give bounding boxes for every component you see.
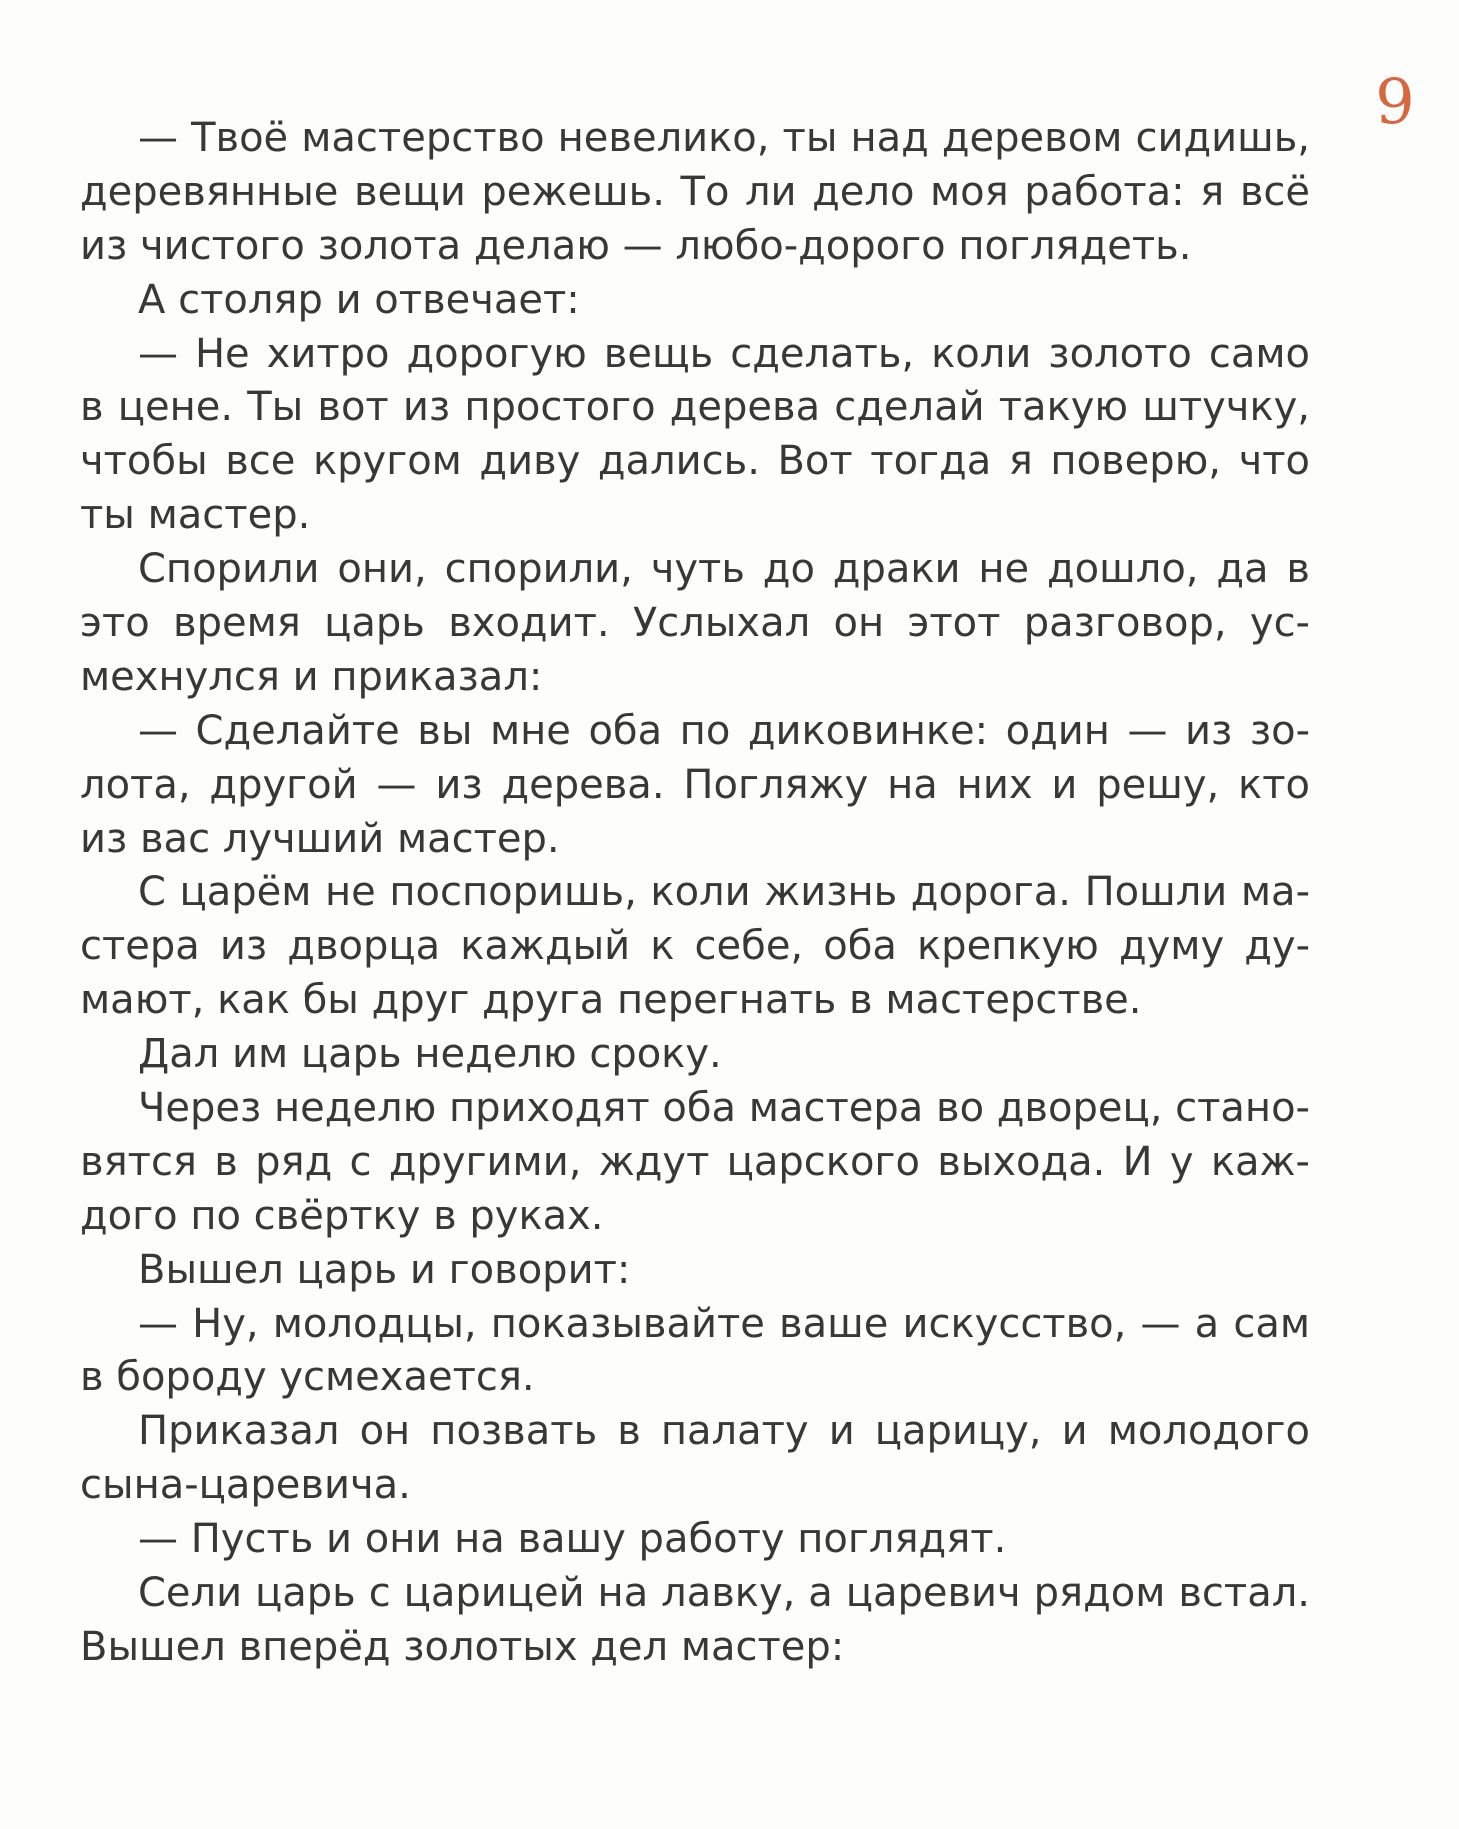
text-line: — Твоё мастерство невелико, ты над деревом сидишь, [138,115,1310,161]
text-line: в цене. Ты вот из простого дерева сделай такую штучку, [80,384,1310,431]
text-line: ты мастер. [80,492,311,539]
text-line: стера из дворца каждый к себе, оба крепкую думу ду- [80,923,1310,970]
text-line: мают, как бы друг друга перегнать в мастерстве. [80,977,1142,1024]
text-line: Спорили они, спорили, чуть до драки не дошло, да в [138,546,1310,593]
text-line: чтобы все кругом диву дались. Вот тогда я поверю, что [80,438,1310,485]
text-line: — Не хитро дорогую вещь сделать, коли золото само [138,330,1310,377]
text-line: А столяр и отвечает: [138,276,580,323]
text-line: в бороду усмехается. [80,1354,535,1401]
text-line: — Ну, молодцы, показывайте ваше искусство, — а сам [138,1300,1310,1347]
page-number: 9 [1375,65,1415,138]
text-line: из чистого золота делаю — любо-дорого поглядеть. [80,222,1192,269]
story-text [80,112,1310,1675]
text-line: Вышел царь и говорит: [138,1246,631,1293]
text-line: — Сделайте вы мне оба по диковинке: один — из зо- [138,707,1310,754]
text-line: Сели царь с царицей на лавку, а царевич рядом встал. [138,1570,1310,1617]
text-line: из вас лучший мастер. [80,815,560,862]
text-line: сына-царевича. [80,1462,411,1509]
text-line: — Пусть и они на вашу работу поглядят. [138,1516,1007,1563]
text-line: лота, другой — из дерева. Погляжу на них и решу, кто [80,761,1310,808]
text-line: Через неделю приходят оба мастера во дворец, стано- [138,1085,1310,1132]
text-line: деревянные вещи режешь. То ли дело моя работа: я всё [80,168,1310,215]
text-line: С царём не поспоришь, коли жизнь дорога. Пошли ма- [138,869,1310,916]
text-line: мехнулся и приказал: [80,653,543,700]
text-line: Приказал он позвать в палату и царицу, и молодого [138,1408,1310,1455]
text-line: Вышел вперёд золотых дел мастер: [80,1623,845,1670]
text-line: это время царь входит. Услыхал он этот разговор, ус- [80,600,1310,647]
text-line: Дал им царь неделю сроку. [138,1031,722,1078]
text-line: дого по свёртку в руках. [80,1192,604,1239]
text-line: вятся в ряд с другими, ждут царского выхода. И у каж- [80,1138,1310,1185]
